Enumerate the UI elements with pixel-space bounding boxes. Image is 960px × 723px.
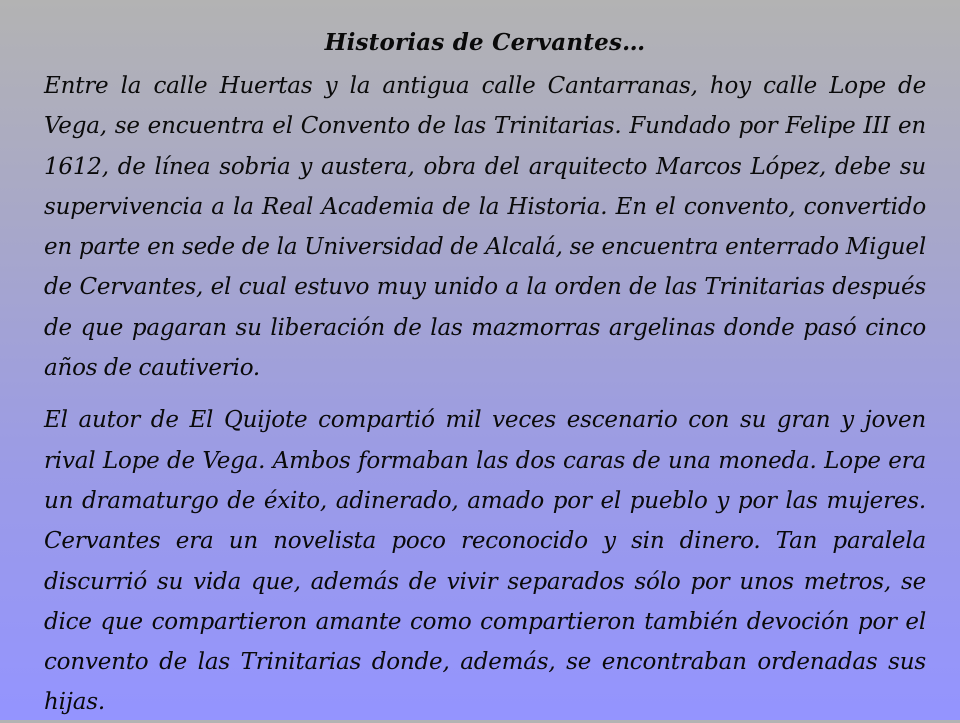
paragraph-convento-trinitarias: Entre la calle Huertas y la antigua calle Cantarranas, hoy calle Lope de Vega, se encuentra el Convento de las Trinitarias. Fundado por Felipe III en 1612, de línea sobria y austera, obra del arquitecto Marcos López, debe su supervivencia a la Real Academia de la Historia. En el convento, convertido en parte en sede de la Universidad de Alcalá, se encuentra enterrado Miguel de Cervantes, el cual estuvo muy unido a la orden de las Trinitarias después de que pagaran su liberación de las mazmorras argelinas donde pasó cinco años de cautiverio. bbox=[44, 73, 926, 382]
slide-title: Historias de Cervantes… bbox=[324, 29, 646, 56]
paragraph-cervantes-lope: El autor de El Quijote compartió mil veces escenario con su gran y joven rival Lope de Vega. Ambos formaban las dos caras de una moneda. Lope era un dramaturgo de éxito, adinerado, amado por el pueblo y por las mujeres. Cervantes era un novelista poco reconocido y sin dinero. Tan paralela discurrió su vida que, además de vivir separados sólo por unos metros, se dice que compartieron amante como compartieron también devoción por el convento de las Trinitarias donde, además, se encontraban ordenadas sus hijas. bbox=[44, 407, 926, 716]
